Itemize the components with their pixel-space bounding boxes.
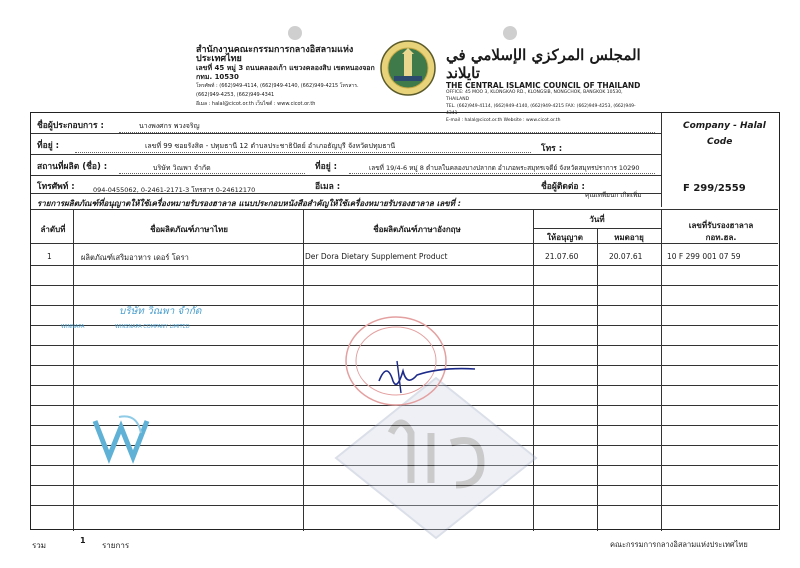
company-halal-label: Company - Halal [683, 121, 766, 131]
header-thai-address: เลขที่ 45 หมู่ 3 ถนนคลองเก้า แขวงคลองสิบ เขตหนองจอก กทม. 10530 [196, 64, 375, 81]
header-thai-phone: โทรศัพท์ : (662)949-4114, (662)949-4140, (662)949-4215 โทรสาร. (662)949-4253, (662)949-4341 [196, 83, 359, 98]
col-no-header: ลำดับที่ [40, 225, 66, 234]
stamp-company-en: WINSNAPA COMPANY LIMITED [115, 324, 190, 330]
row-1-name-th: ผลิตภัณฑ์เสริมอาหาร เดอร์ โดรา [81, 253, 189, 262]
phone-label-1: โทร : [541, 144, 563, 154]
header-english-address: OFFICE: 45 MOO 3, KLONGKAO RD., KLONGSIB, NONGCHOK, BANGKOK 10530, THAILAND [446, 90, 623, 102]
col-expire-header: หมดอายุ [614, 233, 644, 242]
col-cert-header-2: กอท.ฮล. [705, 233, 737, 242]
address-row-line [31, 154, 661, 155]
factory-label: สถานที่ผลิต (ชื่อ) : [37, 162, 108, 172]
address-dotline [75, 152, 531, 153]
factory-address-dotline [349, 173, 655, 174]
operator-label: ชื่อผู้ประกอบการ : [37, 121, 104, 131]
address-value: เลขที่ 99 ซอยรังสิต - ปทุมธานี 12 ตำบลประชาธิปัตย์ อำเภอธัญบุรี จังหวัดปทุมธานี [145, 142, 396, 150]
row-1-no: 1 [47, 252, 52, 261]
header-thai-email: อีเมล : halal@cicot.or.th เว็บไซต์ : www.cicot.or.th [196, 101, 316, 107]
email-label: อีเมล : [315, 182, 341, 192]
contact-row-line [31, 193, 661, 194]
footer-council-name: คณะกรรมการกลางอิสลามแห่งประเทศไทย [610, 540, 748, 549]
header-thai [196, 46, 378, 109]
factory-address-value: เลขที่ 19/4-6 หมู่ 8 ตำบลในคลองบางปลากด อำเภอพระสมุทรเจดีย์ จังหวัดสมุทรปราการ 10290 [369, 164, 640, 172]
row-1-name-en: Der Dora Dietary Supplement Product [305, 252, 448, 261]
factory-row-line [31, 175, 661, 176]
col-issue-header: ให้อนุญาต [547, 233, 583, 242]
col-th-header: ชื่อผลิตภัณฑ์ภาษาไทย [150, 225, 228, 234]
row-1-cert-no: 10 F 299 001 07 59 [667, 252, 741, 261]
punch-hole-right [503, 26, 517, 40]
table-vline-5 [661, 209, 662, 531]
table-vline-1 [73, 209, 74, 531]
contact-label: ชื่อผู้ติดต่อ : [541, 182, 585, 192]
address-label: ที่อยู่ : [37, 141, 60, 151]
table-line [31, 265, 778, 266]
col-date-header: วันที่ [589, 215, 605, 224]
table-line [31, 243, 778, 244]
footer-total-count: 1 [80, 536, 86, 545]
punch-hole-left [288, 26, 302, 40]
header-english-email: E-mail : halal@cicot.or.th Website : www.cicot.or.th [446, 118, 561, 123]
row-1-issue-date: 21.07.60 [545, 252, 579, 261]
col-cert-header-1: เลขที่รับรองฮาลาล [688, 221, 754, 230]
intro-row-line [31, 209, 778, 210]
header-thai-title: สำนักงานคณะกรรมการกลางอิสลามแห่งประเทศไทย [196, 45, 354, 64]
col-en-header: ชื่อผลิตภัณฑ์ภาษาอังกฤษ [373, 225, 461, 234]
code-column-divider [661, 113, 662, 207]
operator-row-line [31, 133, 661, 134]
contact-value: คุณเทพียนก เกิดเพิ่ม [585, 191, 642, 199]
header-english-phone: TEL. (662)949-4114, (662)949-4140, (662)949-4215 FAX: (662)949-4253, (662)949-4341 [446, 104, 636, 116]
stamp-company-th: บริษัท วิณพา จำกัด [119, 306, 202, 317]
phone-label-2: โทรศัพท์ : [37, 182, 75, 192]
table-vline-2 [303, 209, 304, 531]
intro-text: รายการผลิตภัณฑ์ที่อนุญาตให้ใช้เครื่องหมายรับรองฮาลาล แนบประกอบหนังสือสำคัญให้ใช้เครื่องหมายรับรองฮาลาล เลขที่ : [37, 199, 461, 208]
council-seal-icon [380, 40, 436, 96]
header-arabic-title: المجلس المركزي الإسلامي في تايلاند [446, 46, 641, 82]
table-line [31, 285, 778, 286]
factory-dotline [119, 173, 305, 174]
phone-value: 094-0455062, 0-2461-2171-3 โทรสาร 0-24612170 [93, 186, 256, 194]
operator-value: นางพงศกร พวงจริญ [139, 122, 200, 130]
signature-icon [371, 357, 481, 397]
company-stamp-logo-icon [89, 413, 279, 473]
header-english-title: THE CENTRAL ISLAMIC COUNCIL OF THAILAND [446, 81, 641, 90]
factory-address-label: ที่อยู่ : [315, 162, 338, 172]
stamp-brand: WINNAPA [61, 324, 85, 330]
halal-product-form [30, 112, 780, 530]
code-value: F 299/2559 [683, 183, 746, 194]
footer-items-label: รายการ [102, 541, 130, 550]
factory-value: บริษัท วิณพา จำกัด [153, 164, 211, 172]
footer-total-label: รวม [32, 541, 47, 550]
code-label: Code [707, 137, 733, 147]
row-1-expire-date: 20.07.61 [609, 252, 643, 261]
